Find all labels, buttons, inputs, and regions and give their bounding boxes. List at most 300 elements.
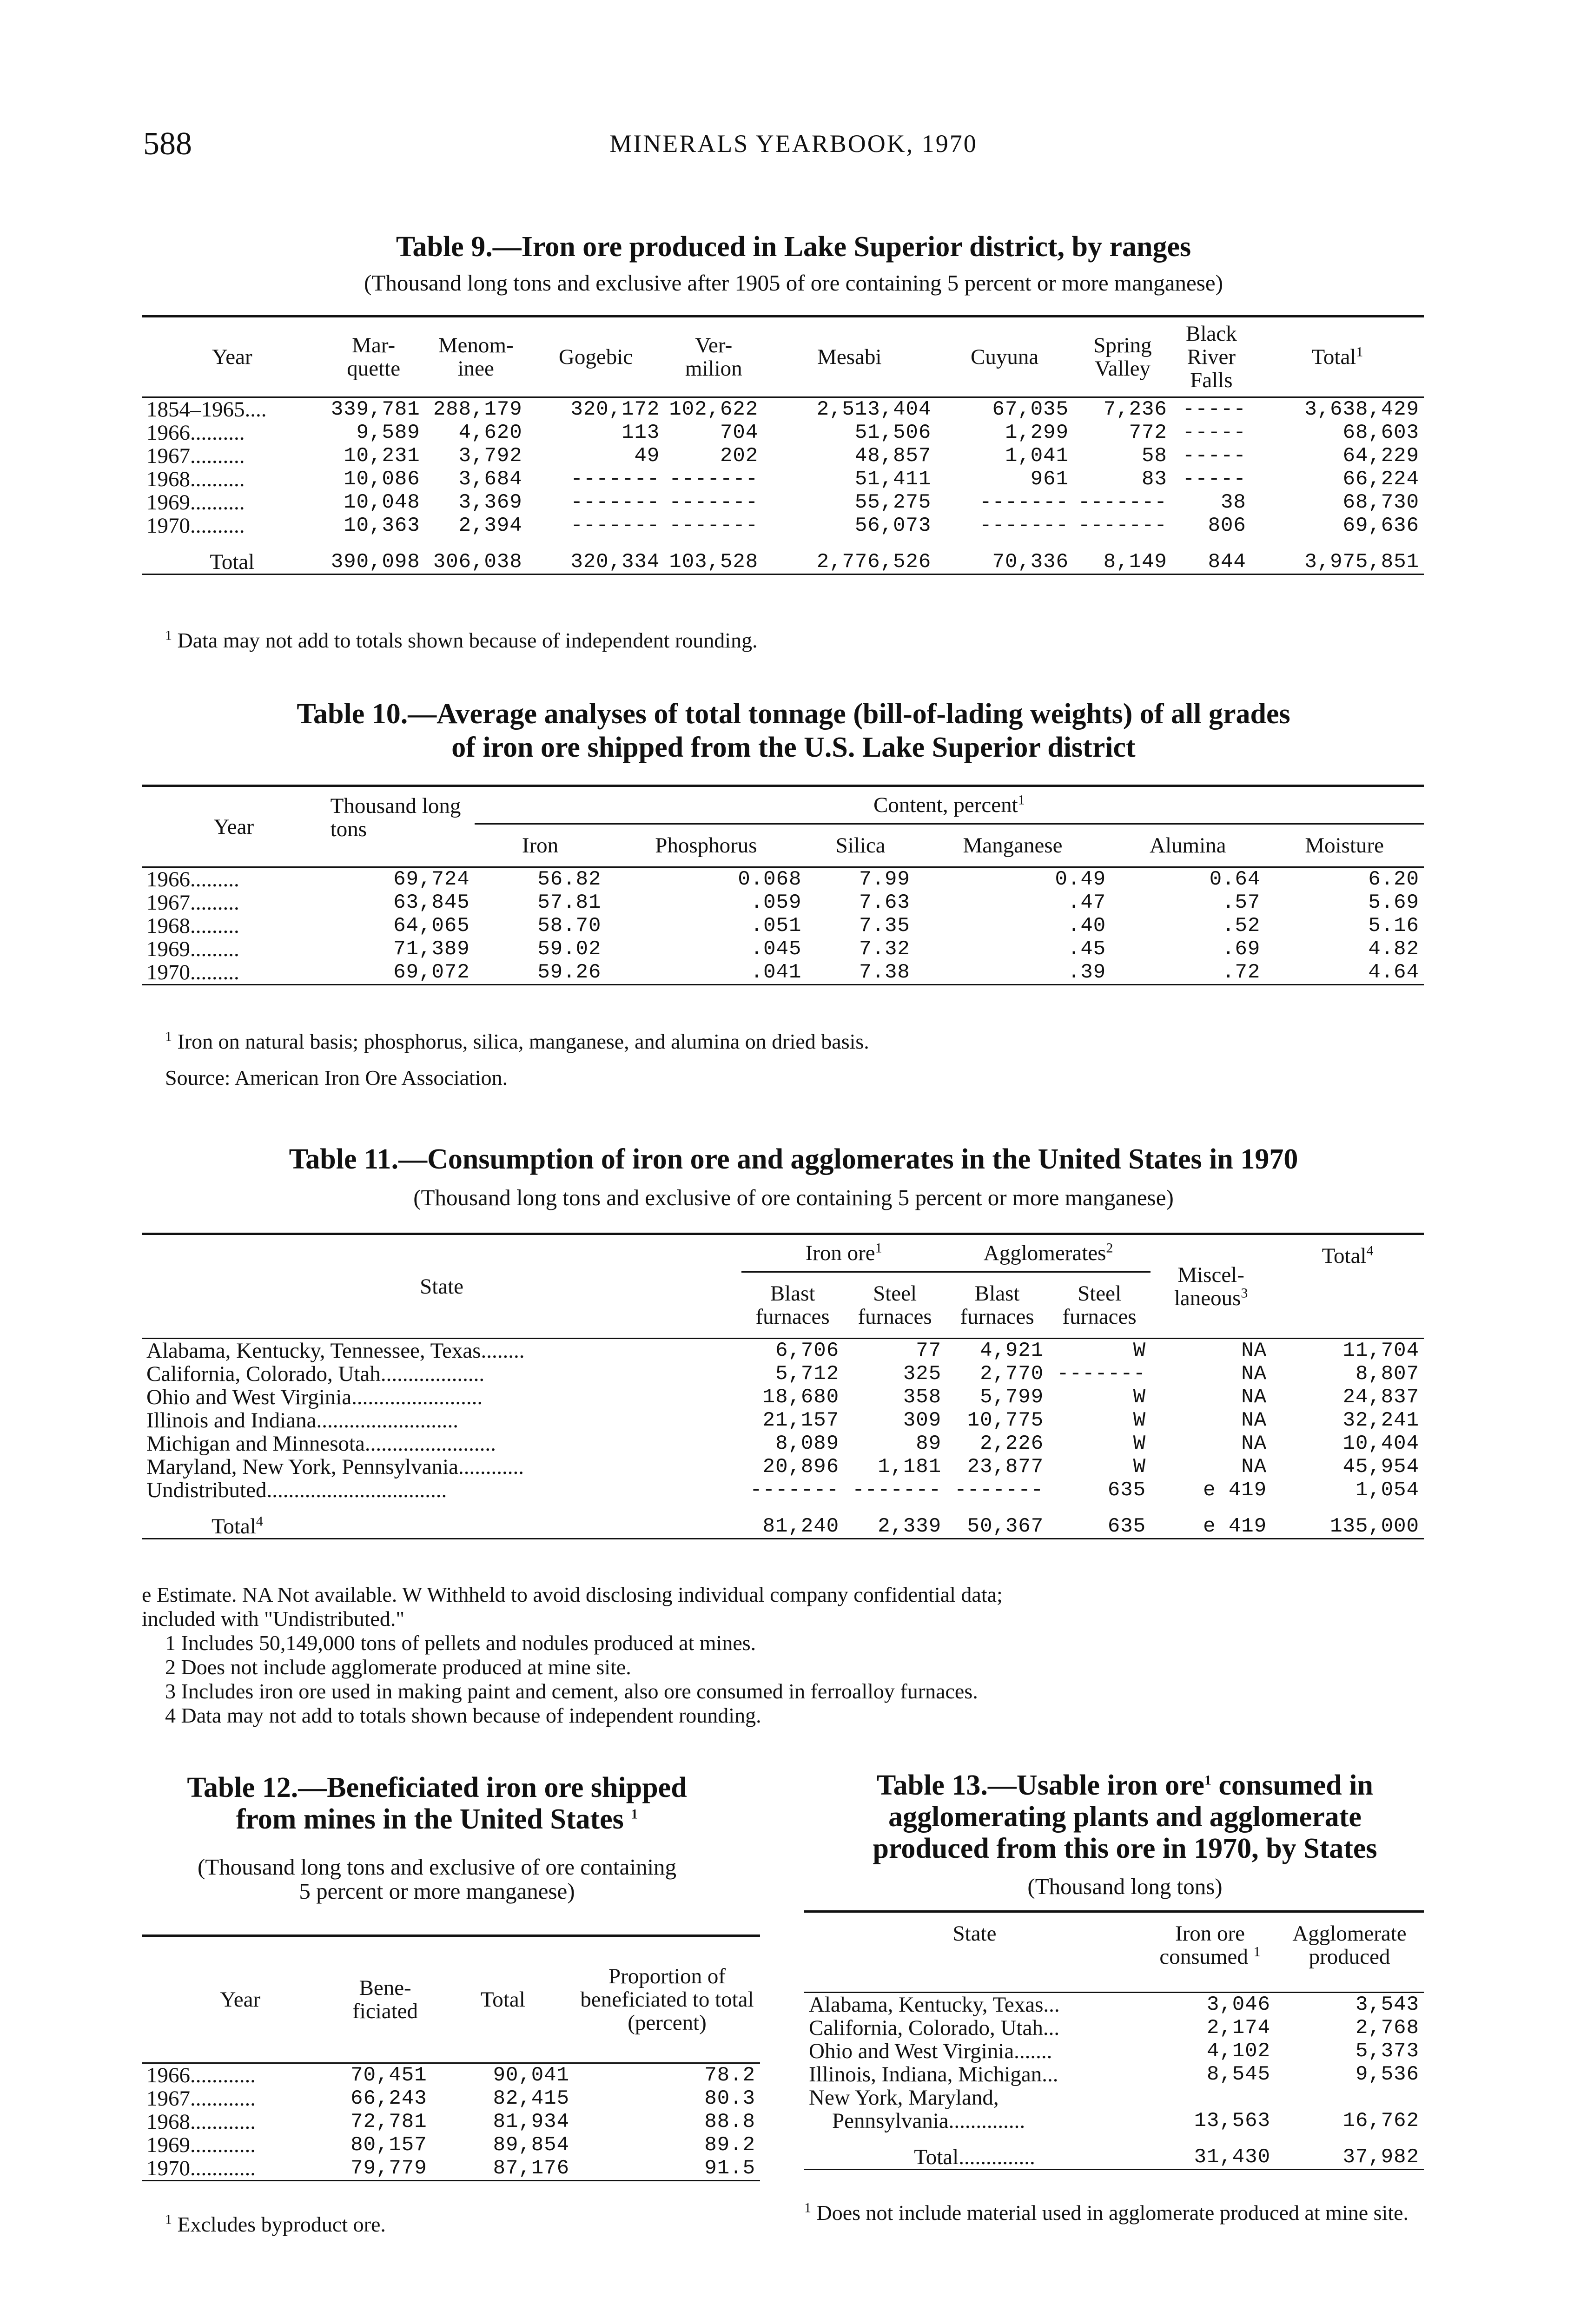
total-cell: 50,367: [967, 1515, 1044, 1538]
col-mesabi: Mesabi: [817, 345, 882, 369]
running-title: MINERALS YEARBOOK, 1970: [609, 130, 978, 158]
total-cell: 844: [1208, 550, 1246, 574]
table-cell: 7.32: [859, 938, 910, 961]
table10-header-row1: [142, 786, 1424, 824]
table-cell: 10,775: [967, 1409, 1044, 1432]
table-cell: 9,589: [356, 421, 420, 444]
col-gogebic: Gogebic: [558, 345, 633, 369]
table13-body: [804, 1993, 1424, 2133]
footnote-ref: 1: [1253, 1944, 1261, 1960]
table-cell: -------: [570, 491, 660, 514]
footnote-line: 4 Data may not add to totals shown because of independent rounding.: [165, 1703, 761, 1727]
table-cell: e 419: [1203, 1479, 1267, 1502]
spacer-row: [142, 1502, 1424, 1515]
table-cell: 89,854: [493, 2133, 569, 2157]
table-cell: 69,636: [1342, 514, 1419, 537]
row-label: Ohio and West Virginia.......: [809, 2039, 1052, 2063]
row-label: Maryland, New York, Pennsylvania............: [146, 1455, 524, 1479]
table-cell: 2,768: [1355, 2016, 1419, 2040]
table-cell: 71,389: [393, 938, 470, 961]
table-cell: 2,770: [980, 1362, 1044, 1386]
table-cell: 635: [1107, 1479, 1146, 1502]
table-cell: 9,536: [1355, 2063, 1419, 2086]
table-cell: 56,073: [854, 514, 932, 537]
table-cell: -------: [979, 514, 1069, 537]
table-cell: 38: [1221, 491, 1246, 514]
row-label: Alabama, Kentucky, Texas...: [809, 1993, 1060, 2017]
row-label: 1968.........: [146, 914, 239, 938]
table-cell: 82,415: [493, 2087, 569, 2110]
table-cell: 66,224: [1342, 468, 1419, 491]
table10: [142, 785, 1424, 985]
table-cell: .041: [750, 961, 802, 984]
table-row: [142, 914, 1424, 938]
table-cell: 8,807: [1355, 1362, 1419, 1386]
spacer-row: [804, 2133, 1424, 2146]
table-cell: 4.64: [1368, 961, 1419, 984]
total-cell: 81,240: [762, 1515, 840, 1538]
col-iron-ore-consumed: [1145, 1912, 1275, 1993]
table-cell: W: [1133, 1339, 1146, 1362]
table-cell: 58: [1142, 444, 1167, 468]
table-cell: 961: [1030, 468, 1069, 491]
col-cuyuna: Cuyuna: [971, 345, 1039, 369]
table-cell: W: [1133, 1386, 1146, 1409]
table-row: [142, 2157, 760, 2181]
table-cell: -----: [1182, 468, 1246, 491]
row-label: Undistributed.................................: [146, 1478, 447, 1502]
table-cell: -------: [669, 491, 759, 514]
col-spring-valley: Spring Valley: [1093, 333, 1152, 381]
table-cell: 8,545: [1206, 2063, 1270, 2086]
total-cell: 135,000: [1330, 1515, 1419, 1538]
table-cell: 20,896: [762, 1455, 840, 1479]
col-total: Total: [480, 1987, 525, 2012]
table-row: [142, 1455, 1424, 1479]
row-label: 1966..........: [146, 421, 245, 445]
table-cell: 309: [903, 1409, 942, 1432]
table-cell: 0.49: [1055, 868, 1106, 891]
agglomerates-label: Agglomerates: [983, 1241, 1106, 1265]
total-label: Total..............: [914, 2145, 1035, 2169]
footnote-mark: 1: [804, 2200, 811, 2216]
table-row: [142, 1386, 1424, 1409]
row-label: 1970.........: [146, 960, 239, 984]
table9-body: [142, 397, 1424, 538]
table-row: [142, 397, 1424, 422]
total-label-text: Total: [212, 1514, 256, 1538]
table13-title-text2: consumed in: [1218, 1769, 1373, 1801]
table-cell: W: [1133, 1455, 1146, 1479]
total-cell: 390,098: [331, 550, 420, 574]
table-cell: 102,622: [669, 398, 759, 421]
col-aggl-steel: Steel furnaces: [1062, 1281, 1137, 1329]
table-cell: 67,035: [992, 398, 1069, 421]
table9-header-row: [142, 317, 1424, 397]
table-cell: .69: [1222, 938, 1261, 961]
col-manganese: Manganese: [915, 824, 1111, 867]
table-cell: -------: [852, 1479, 942, 1502]
table-row: [804, 2109, 1424, 2133]
table-cell: 21,157: [762, 1409, 840, 1432]
col-total: [1271, 1234, 1424, 1339]
table12-subtitle-line1: (Thousand long tons and exclusive of ore containing: [197, 1854, 677, 1880]
table-row: [804, 2086, 1424, 2109]
table11: [142, 1233, 1424, 1539]
col-iron-steel: Steel furnaces: [858, 1281, 932, 1329]
table11-header-row1: [142, 1234, 1424, 1272]
row-label: 1966.........: [146, 867, 239, 891]
table10-body: [142, 867, 1424, 985]
table-cell: -------: [1057, 1362, 1146, 1386]
table-cell: 78.2: [704, 2064, 755, 2087]
table-cell: -------: [669, 468, 759, 491]
row-label: Illinois, Indiana, Michigan...: [809, 2062, 1058, 2086]
col-state: State: [952, 1921, 997, 1946]
table9-footnote: [165, 628, 758, 653]
table-row: [142, 867, 1424, 891]
table-cell: -------: [1078, 491, 1167, 514]
table10-footnotes: [165, 1030, 869, 1090]
table-row: [142, 491, 1424, 514]
table-row: [804, 1993, 1424, 2017]
table-cell: 0.068: [738, 868, 802, 891]
table13-title-line3: produced from this ore in 1970, by States: [873, 1833, 1377, 1864]
table-row: [142, 2133, 760, 2157]
table-row: [142, 514, 1424, 537]
table-cell: 68,603: [1342, 421, 1419, 444]
table-cell: 70,451: [350, 2064, 427, 2087]
table-cell: 6,706: [775, 1339, 840, 1362]
total-cell: 31,430: [1194, 2146, 1270, 2169]
footnote-line: 3 Includes iron ore used in making paint and cement, also ore consumed in ferroalloy furnaces.: [165, 1679, 978, 1703]
col-year: Year: [213, 814, 254, 839]
table-cell: 69,072: [393, 961, 470, 984]
table-cell: 80.3: [704, 2087, 755, 2110]
col-marquette: Mar-quette: [347, 333, 401, 381]
total-cell: 8,149: [1103, 550, 1167, 574]
table11-title: Table 11.—Consumption of iron ore and agglomerates in the United States in 1970: [289, 1143, 1298, 1175]
total-cell: 70,336: [992, 550, 1069, 574]
iron-label: Iron ore consumed: [1159, 1921, 1248, 1969]
table-cell: -------: [570, 514, 660, 537]
table-cell: 7.63: [859, 891, 910, 914]
table9-subtitle: (Thousand long tons and exclusive after 1905 of ore containing 5 percent or more manganese): [364, 270, 1223, 296]
table-row: [142, 1409, 1424, 1432]
row-label: 1968............: [146, 2110, 256, 2134]
footnote-ref: 1: [1204, 1772, 1212, 1788]
table-cell: 64,065: [393, 914, 470, 938]
table-cell: .57: [1222, 891, 1261, 914]
table12-title-text: from mines in the United States: [236, 1803, 624, 1835]
table-cell: 68,730: [1342, 491, 1419, 514]
total-cell: e 419: [1203, 1515, 1267, 1538]
table-cell: .52: [1222, 914, 1261, 938]
table-cell: NA: [1241, 1339, 1267, 1362]
table-cell: 3,792: [458, 444, 522, 468]
row-label: California, Colorado, Utah...................: [146, 1362, 485, 1386]
table-cell: 89.2: [704, 2133, 755, 2157]
table-cell: 358: [903, 1386, 942, 1409]
col-proportion: Proportion of beneficiated to total (percent): [580, 1964, 754, 2035]
footnote-ref: 2: [1106, 1240, 1113, 1256]
table-row: [142, 1432, 1424, 1455]
table-cell: 1,181: [878, 1455, 942, 1479]
col-silica: Silica: [806, 824, 914, 867]
table-cell: NA: [1241, 1362, 1267, 1386]
table-cell: 91.5: [704, 2157, 755, 2180]
table13-subtitle: (Thousand long tons): [1027, 1874, 1223, 1899]
table-cell: 16,762: [1342, 2109, 1419, 2133]
table-row: [804, 2016, 1424, 2040]
table-cell: 90,041: [493, 2064, 569, 2087]
col-agglomerates: [946, 1234, 1151, 1272]
total-cell: 2,339: [878, 1515, 942, 1538]
table-cell: 2,226: [980, 1432, 1044, 1455]
col-iron-blast: Blast furnaces: [755, 1281, 830, 1329]
col-black-river-falls: Black River Falls: [1186, 322, 1237, 392]
table-cell: 63,845: [393, 891, 470, 914]
table-cell: 56.82: [537, 868, 602, 891]
table-cell: 1,299: [1005, 421, 1069, 444]
col-year: Year: [212, 345, 252, 369]
table9-total-row: [142, 550, 1424, 574]
table-row: [142, 961, 1424, 985]
table12-footnote: [165, 2212, 386, 2237]
table-cell: 81,934: [493, 2110, 569, 2133]
total-label: Total: [1322, 1244, 1367, 1268]
col-miscellaneous: [1151, 1234, 1271, 1339]
table-cell: 45,954: [1342, 1455, 1419, 1479]
table-cell: 2,394: [458, 514, 522, 537]
footnote-ref: 4: [256, 1513, 263, 1529]
table-cell: 24,837: [1342, 1386, 1419, 1409]
table-cell: 64,229: [1342, 444, 1419, 468]
running-header: [0, 125, 1587, 167]
table13-header-row: [804, 1912, 1424, 1993]
table-row: [142, 2110, 760, 2133]
row-label: 1969.........: [146, 937, 239, 961]
col-vermilion: Ver-milion: [685, 333, 742, 381]
row-label: California, Colorado, Utah...: [809, 2016, 1060, 2040]
table-cell: 10,048: [344, 491, 420, 514]
col-content-percent: [475, 786, 1424, 824]
row-label: 1854–1965....: [146, 397, 267, 422]
table-cell: .39: [1067, 961, 1106, 984]
row-label: 1967............: [146, 2086, 256, 2111]
table-cell: 59.26: [537, 961, 602, 984]
table-cell: -------: [750, 1479, 840, 1502]
footnote-text: Iron on natural basis; phosphorus, silica, manganese, and alumina on dried basis.: [177, 1030, 869, 1053]
table12-title-line1: Table 12.—Beneficiated iron ore shipped: [187, 1772, 687, 1803]
total-label: Total: [210, 550, 255, 574]
table-cell: 7.38: [859, 961, 910, 984]
table-cell: 7,236: [1103, 398, 1167, 421]
row-label: 1970............: [146, 2156, 256, 2180]
table-cell: 66,243: [350, 2087, 427, 2110]
table-cell: -------: [669, 514, 759, 537]
table-cell: 3,684: [458, 468, 522, 491]
table-cell: 320,172: [570, 398, 660, 421]
table-cell: 72,781: [350, 2110, 427, 2133]
table-cell: 58.70: [537, 914, 602, 938]
table-cell: .72: [1222, 961, 1261, 984]
table-cell: 10,231: [344, 444, 420, 468]
col-agglomerate-produced: Agglomerate produced: [1292, 1921, 1407, 1969]
table-cell: 339,781: [331, 398, 420, 421]
table-cell: 2,513,404: [816, 398, 932, 421]
table-cell: -------: [979, 491, 1069, 514]
table9: [142, 315, 1424, 575]
table-cell: .45: [1067, 938, 1106, 961]
row-label: Alabama, Kentucky, Tennessee, Texas........: [146, 1339, 525, 1363]
table-cell: 288,179: [433, 398, 522, 421]
table-cell: -----: [1182, 398, 1246, 421]
table9-title: Table 9.—Iron ore produced in Lake Superior district, by ranges: [396, 231, 1191, 263]
spacer-row: [142, 537, 1424, 550]
table-cell: -------: [1078, 514, 1167, 537]
table13-title-text: Table 13.—Usable iron ore: [876, 1769, 1205, 1801]
total-cell: 635: [1107, 1515, 1146, 1538]
table-cell: 5,373: [1355, 2040, 1419, 2063]
table-cell: 7.35: [859, 914, 910, 938]
table-cell: 772: [1129, 421, 1167, 444]
table-cell: 1,054: [1355, 1479, 1419, 1502]
table-row: [142, 2087, 760, 2110]
row-label: 1968..........: [146, 467, 245, 491]
page-number: 588: [143, 126, 192, 162]
row-label: Illinois and Indiana..........................: [146, 1408, 458, 1433]
table-row: [142, 938, 1424, 961]
table-cell: 4.82: [1368, 938, 1419, 961]
table-cell: 0.64: [1209, 868, 1261, 891]
table-cell: 2,174: [1206, 2016, 1270, 2040]
table-cell: 13,563: [1194, 2109, 1270, 2133]
table-cell: 1,041: [1005, 444, 1069, 468]
footnote-mark: 1: [165, 627, 172, 643]
footnote-ref: 4: [1366, 1243, 1374, 1259]
table-cell: 23,877: [967, 1455, 1044, 1479]
table-cell: NA: [1241, 1432, 1267, 1455]
row-label: 1969..........: [146, 490, 245, 515]
table13-title-line2: agglomerating plants and agglomerate: [888, 1801, 1362, 1833]
footnote-ref: 1: [875, 1240, 882, 1256]
table-cell: 18,680: [762, 1386, 840, 1409]
row-label: Pennsylvania..............: [832, 2109, 1025, 2133]
table-cell: 51,411: [854, 468, 932, 491]
row-label: Ohio and West Virginia........................: [146, 1385, 483, 1409]
table-cell: 10,363: [344, 514, 420, 537]
footnote-ref: 1: [631, 1806, 638, 1822]
table11-body: [142, 1339, 1424, 1502]
table-cell: 57.81: [537, 891, 602, 914]
table-cell: 3,638,429: [1304, 398, 1419, 421]
table-cell: -------: [954, 1479, 1044, 1502]
table-row: [142, 2063, 760, 2087]
footnote-ref: 3: [1241, 1285, 1248, 1301]
total-cell: 37,982: [1342, 2146, 1419, 2169]
table-cell: 4,921: [980, 1339, 1044, 1362]
table12-subtitle-line2: 5 percent or more manganese): [299, 1878, 575, 1904]
table-cell: 77: [916, 1339, 942, 1362]
table13-title-line1: [781, 1769, 1469, 1802]
table13-total-row: [804, 2146, 1424, 2170]
table-cell: 80,157: [350, 2133, 427, 2157]
footnote-line: e Estimate. NA Not available. W Withheld to avoid disclosing individual company confidential data;: [142, 1583, 1003, 1606]
row-label: New York, Maryland,: [809, 2086, 999, 2110]
table-cell: 32,241: [1342, 1409, 1419, 1432]
table-cell: .045: [750, 938, 802, 961]
col-moisture: Moisture: [1265, 824, 1424, 867]
table-cell: 5.69: [1368, 891, 1419, 914]
table-cell: NA: [1241, 1455, 1267, 1479]
col-total: [1251, 317, 1424, 397]
table-row: [142, 891, 1424, 914]
table-cell: 325: [903, 1362, 942, 1386]
footnote-ref: 1: [1018, 792, 1025, 808]
col-iron-ore: [741, 1234, 946, 1272]
table-cell: -------: [570, 468, 660, 491]
misc-label: Miscel-laneous: [1174, 1262, 1244, 1310]
footnote-ref: 1: [1356, 344, 1363, 360]
table10-source: Source: American Iron Ore Association.: [165, 1066, 508, 1089]
table-cell: 4,102: [1206, 2040, 1270, 2063]
table-cell: 59.02: [537, 938, 602, 961]
total-cell: 3,975,851: [1304, 550, 1419, 574]
table-cell: 10,404: [1342, 1432, 1419, 1455]
table-cell: NA: [1241, 1386, 1267, 1409]
footnote-mark: 1: [165, 1029, 172, 1044]
table12-title-line2: [112, 1802, 762, 1836]
footnote-text: Does not include material used in agglomerate produced at mine site.: [816, 2201, 1409, 2225]
table-cell: 5,799: [980, 1386, 1044, 1409]
content-label: Content, percent: [873, 793, 1018, 817]
row-label: 1970..........: [146, 514, 245, 538]
footnote-line: 1 Includes 50,149,000 tons of pellets and nodules produced at mines.: [165, 1631, 756, 1655]
table-cell: 51,506: [854, 421, 932, 444]
table-cell: 4,620: [458, 421, 522, 444]
table-cell: .47: [1067, 891, 1106, 914]
table12-header-row: [142, 1936, 760, 2063]
row-label: 1969............: [146, 2133, 256, 2157]
total-cell: 306,038: [433, 550, 522, 574]
total-cell: 2,776,526: [816, 550, 932, 574]
table-cell: 3,369: [458, 491, 522, 514]
footnote-text: Excludes byproduct ore.: [177, 2212, 386, 2236]
table-cell: W: [1133, 1432, 1146, 1455]
table-row: [804, 2040, 1424, 2063]
total-label: [142, 1515, 741, 1539]
table-cell: 11,704: [1342, 1339, 1419, 1362]
col-thousand-long-tons: Thousand long tons: [330, 794, 461, 841]
table-cell: 704: [720, 421, 759, 444]
table-cell: -----: [1182, 444, 1246, 468]
table-cell: 5.16: [1368, 914, 1419, 938]
table-row: [142, 421, 1424, 444]
table-cell: 113: [622, 421, 660, 444]
table-cell: 83: [1142, 468, 1167, 491]
table10-title-line1: Table 10.—Average analyses of total tonnage (bill-of-lading weights) of all grades: [297, 698, 1290, 730]
table11-footnotes: [142, 1583, 1003, 1728]
table-cell: 5,712: [775, 1362, 840, 1386]
table-cell: 87,176: [493, 2157, 569, 2180]
table-cell: 55,275: [854, 491, 932, 514]
iron-ore-label: Iron ore: [805, 1241, 875, 1265]
table-cell: 88.8: [704, 2110, 755, 2133]
table-cell: [1275, 2086, 1424, 2109]
table-row: [142, 468, 1424, 491]
table11-total-row: [142, 1515, 1424, 1539]
